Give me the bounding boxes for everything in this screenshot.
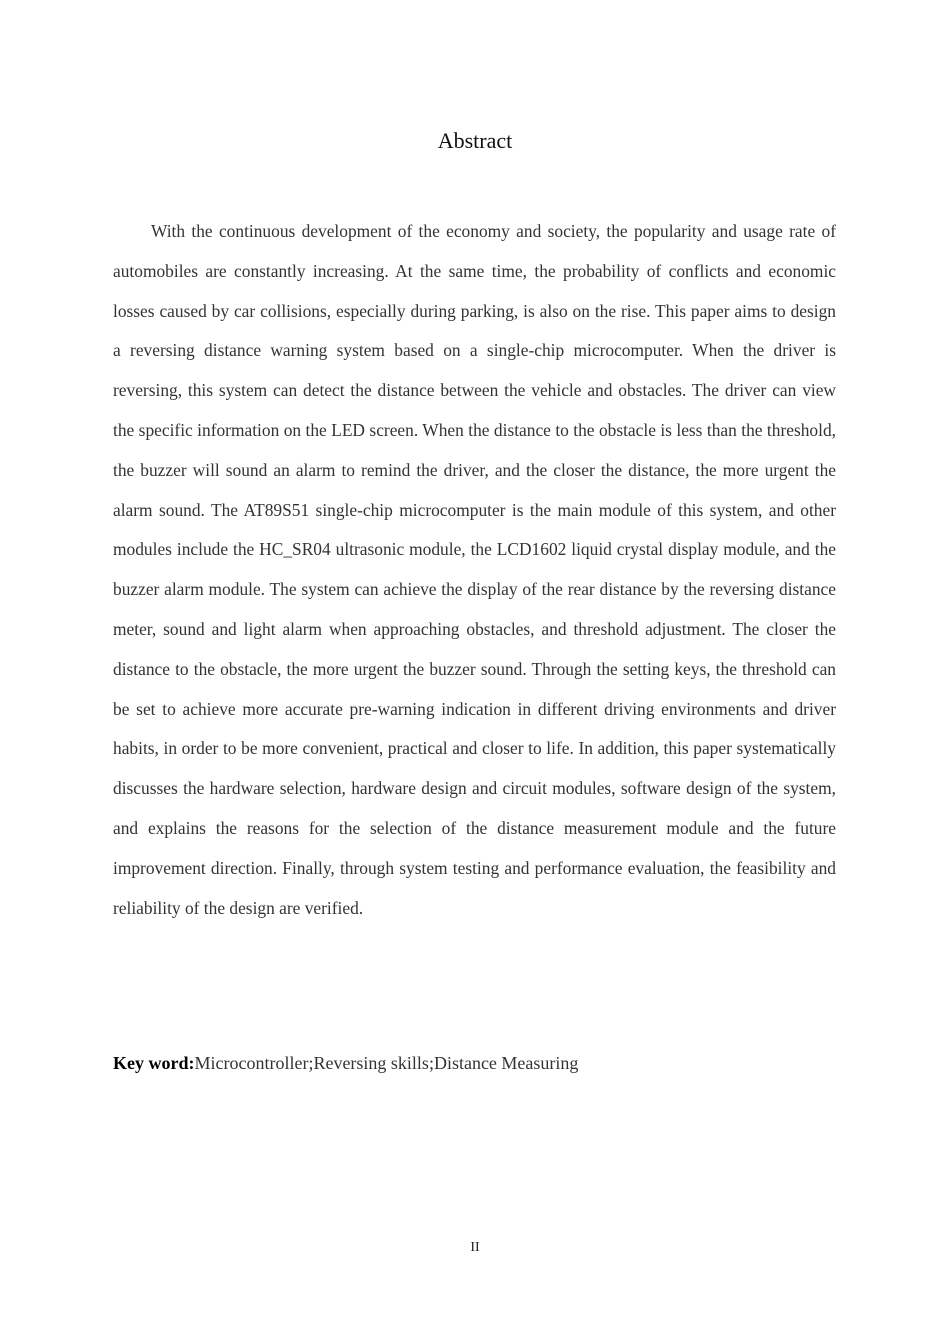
abstract-body-paragraph: With the continuous development of the economy and society, the popularity and usage rate of automobiles are constantly increasing. At the same time, the probability of conflicts and economic losses caused by car collisions, especially during parking, is also on the rise. This paper aims to design a reversing distance warning system based on a single-chip microcomputer. When the driver is reversing, this system can detect the distance between the vehicle and obstacles. The driver can view the specific information on the LED screen. When the distance to the obstacle is less than the threshold, the buzzer will sound an alarm to remind the driver, and the closer the distance, the more urgent the alarm sound. The AT89S51 single-chip microcomputer is the main module of this system, and other modules include the HC_SR04 ultrasonic module, the LCD1602 liquid crystal display module, and the buzzer alarm module. The system can achieve the display of the rear distance by the reversing distance meter, sound and light alarm when approaching obstacles, and threshold adjustment. The closer the distance to the obstacle, the more urgent the buzzer sound. Through the setting keys, the threshold can be set to achieve more accurate pre-warning indication in different driving environments and driver habits, in order to be more convenient, practical and closer to life. In addition, this paper systematically discusses the hardware selection, hardware design and circuit modules, software design of the system, and explains the reasons for the selection of the distance measurement module and the future improvement direction. Finally, through system testing and performance evaluation, the feasibility and reliability of the design are verified. xyxy=(113,221,836,918)
keywords-line xyxy=(113,1048,836,1078)
keywords-label: Key word: xyxy=(113,1053,195,1073)
keywords-value: Microcontroller;Reversing skills;Distance Measuring xyxy=(194,1053,579,1073)
abstract-title: Abstract xyxy=(437,128,513,153)
page-number: II xyxy=(470,1240,480,1255)
